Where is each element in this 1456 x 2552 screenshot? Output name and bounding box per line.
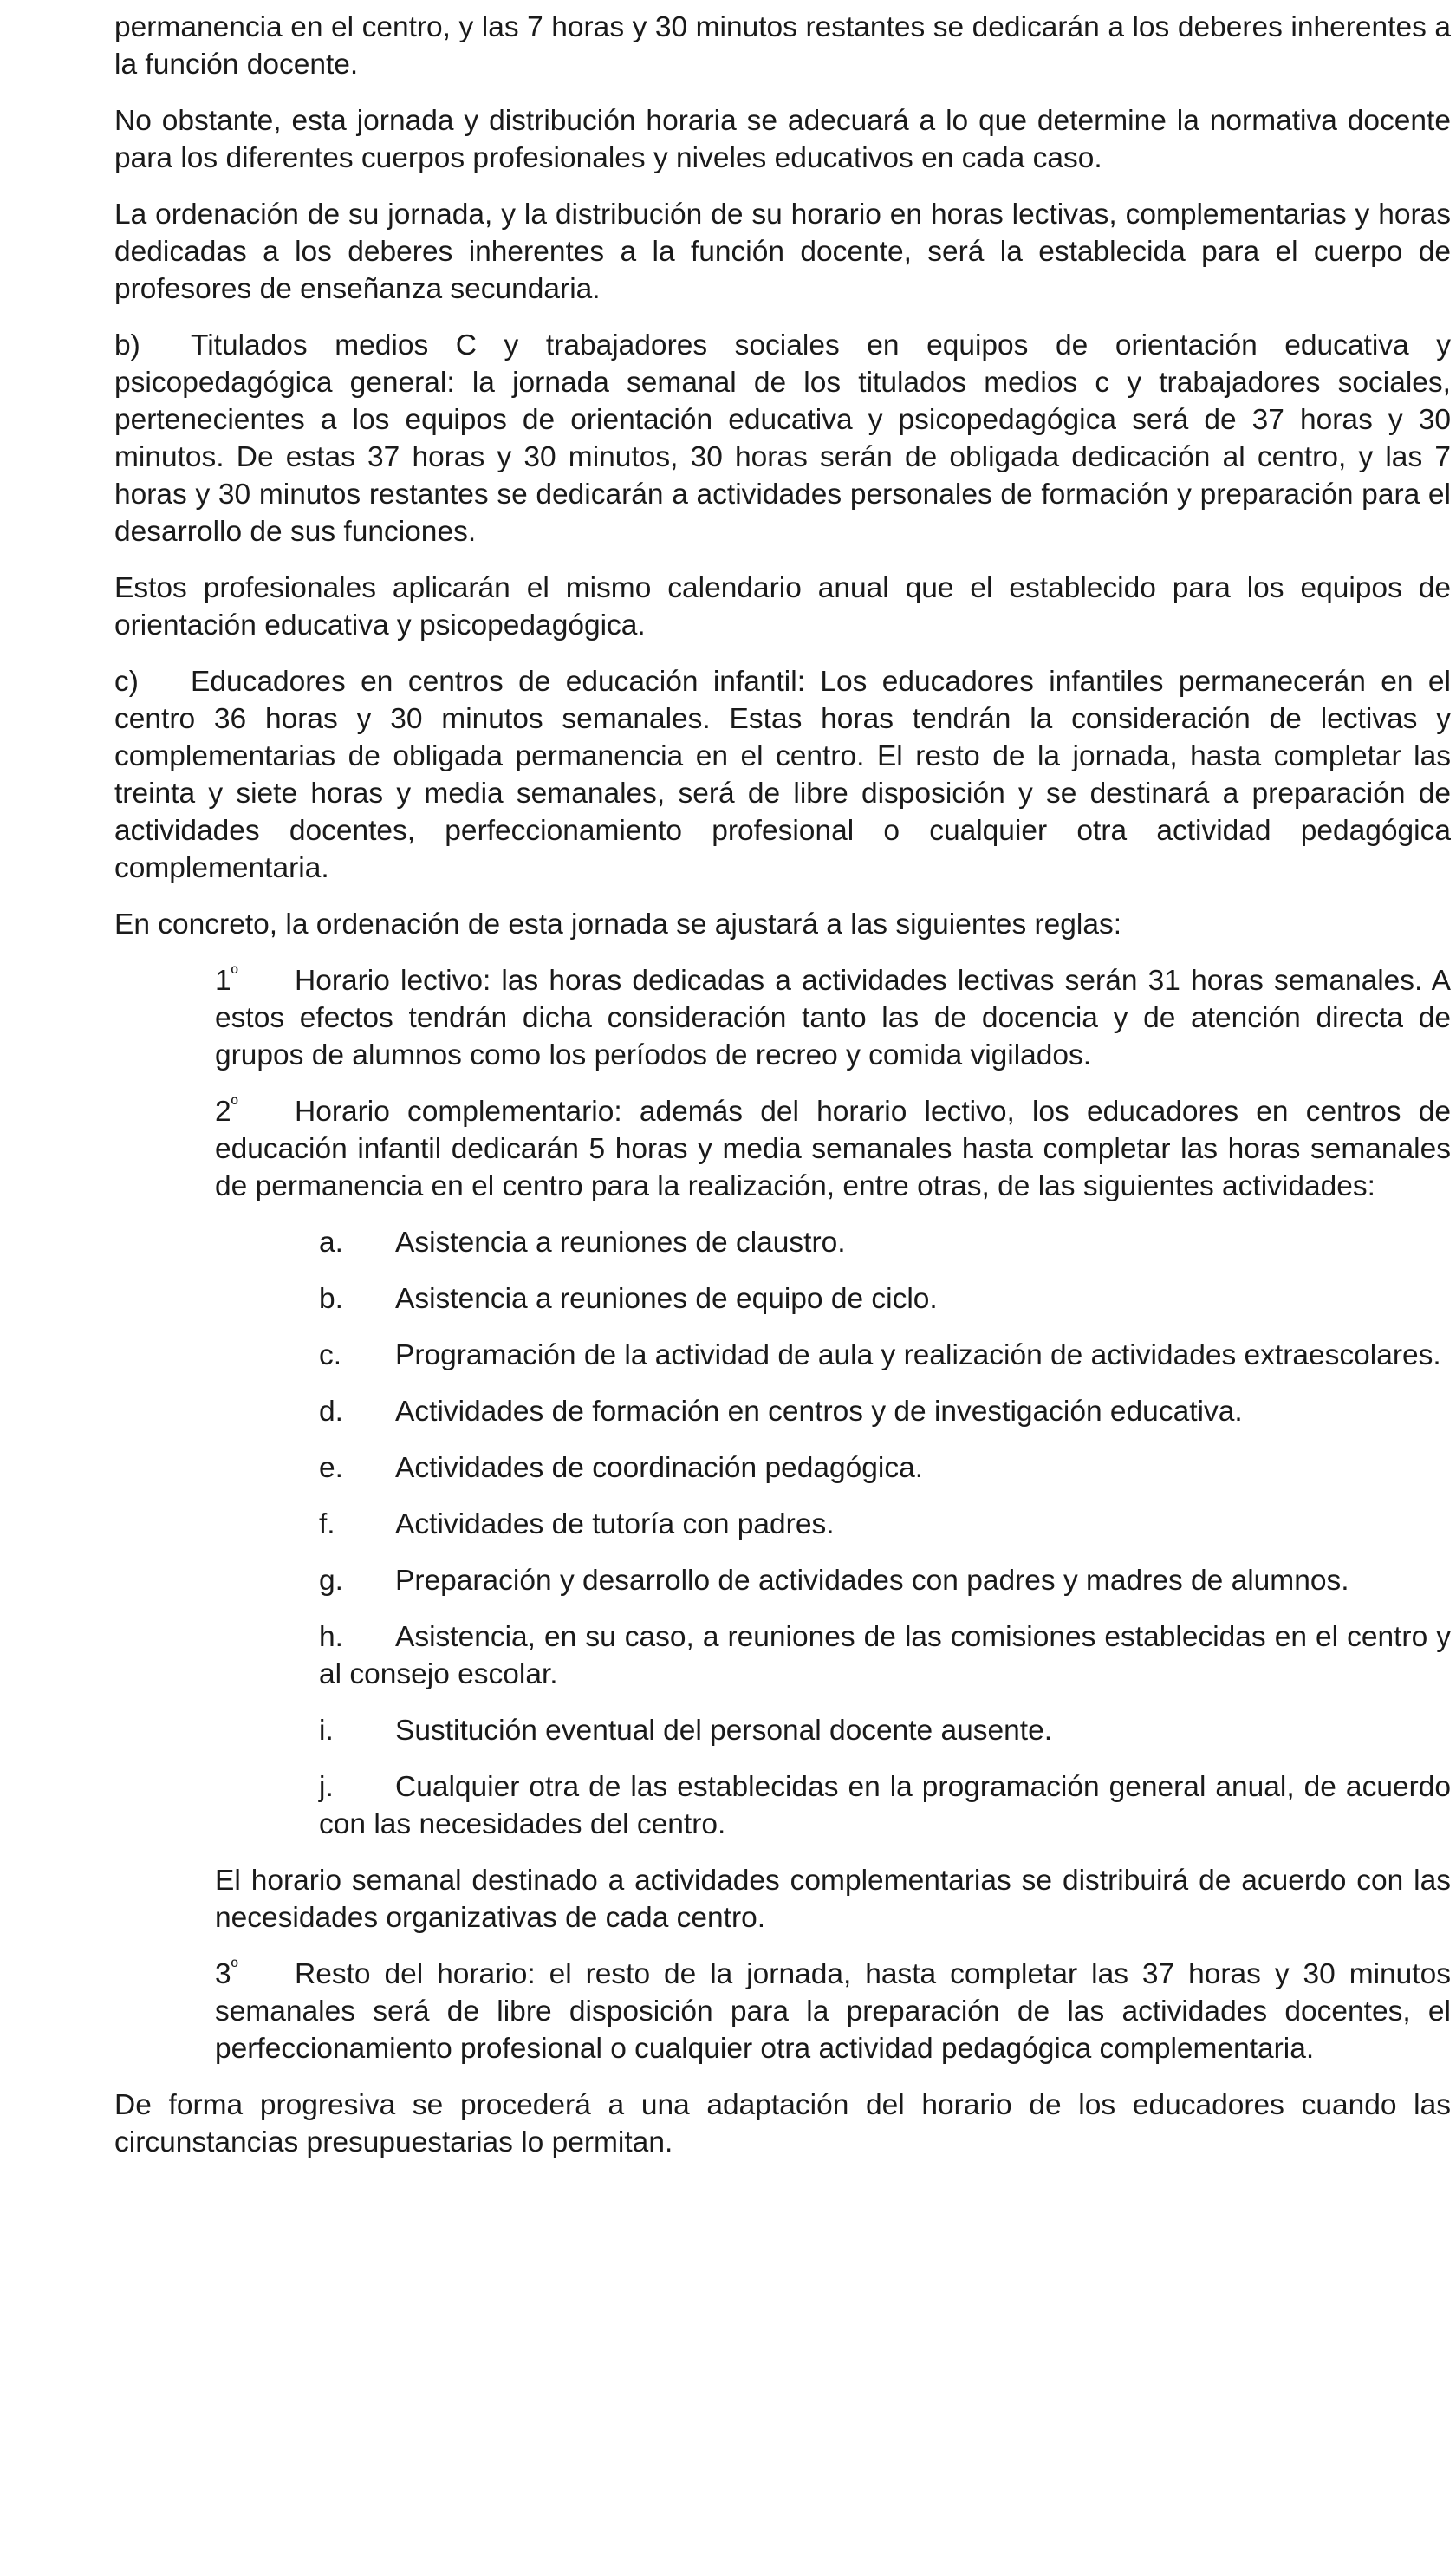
rule-3-resto-horario (215, 1956, 1451, 2067)
rule-text: Horario lectivo: las horas dedicadas a actividades lectivas serán 31 horas semanales. A estos efectos tendrán dicha consideración tanto las de docencia y de atención directa de grupos de alumnos como los períodos de recreo y comida vigilados. (215, 965, 1451, 1071)
paragraph-text: En concreto, la ordenación de esta jornada se ajustará a las siguientes reglas: (114, 908, 1122, 941)
closing-paragraph (114, 2087, 1451, 2161)
rule-number: $3^º$ (215, 1956, 238, 1990)
list-item-text: Asistencia a reuniones de claustro. (395, 1227, 846, 1259)
ordinal-mark: º (231, 962, 238, 984)
list-item (319, 1506, 1451, 1543)
paragraph-ordenacion (114, 196, 1451, 308)
paragraph-text: Titulados medios C y trabajadores sociales en equipos de orientación educativa y psicopedagógica general: la jornada semanal de los titulados medios c y trabajadores sociales, pertenecientes a los equipos de orientación educativa y psicopedagógica será de 37 horas y 30 minutos. De estas 37 horas y 30 minutos, 30 horas serán de obligada dedicación al centro, y las 7 horas y 30 minutos restantes se dedicarán a actividades personales de formación y preparación para el desarrollo de sus funciones. (114, 329, 1451, 548)
list-item-text: Asistencia a reuniones de equipo de ciclo. (395, 1283, 938, 1315)
list-item (319, 1224, 1451, 1261)
list-item-text: Actividades de formación en centros y de investigación educativa. (395, 1396, 1243, 1428)
paragraph-section-c (114, 663, 1451, 887)
paragraph-continuation (114, 9, 1451, 83)
paragraph-text: permanencia en el centro, y las 7 horas y 30 minutos restantes se dedicarán a los deberes inherentes a la función docente. (114, 11, 1451, 81)
activities-list (114, 1224, 1451, 1843)
list-item-letter: j. (319, 1771, 334, 1803)
list-item-text: Preparación y desarrollo de actividades con padres y madres de alumnos. (395, 1565, 1349, 1597)
list-item (319, 1712, 1451, 1749)
paragraph-text: El horario semanal destinado a actividades complementarias se distribuirá de acuerdo con las necesidades organizativas de cada centro. (215, 1865, 1451, 1934)
paragraph-text: Educadores en centros de educación infantil: Los educadores infantiles permanecerán en el centro 36 horas y 30 minutos semanales. Estas horas tendrán la consideración de lectivas y complementarias de obligada permanencia en el centro. El resto de la jornada, hasta completar las treinta y siete horas y media semanales, será de libre disposición y se destinará a preparación de actividades docentes, perfeccionamiento profesional o cualquier otra actividad pedagógica complementaria. (114, 666, 1451, 884)
paragraph-calendario (114, 570, 1451, 644)
list-item-letter: h. (319, 1621, 343, 1653)
list-item-letter: e. (319, 1452, 343, 1484)
rule-1-horario-lectivo (215, 962, 1451, 1074)
list-item-letter: f. (319, 1508, 335, 1540)
list-item-text: Programación de la actividad de aula y realización de actividades extraescolares. (395, 1339, 1441, 1371)
list-item (319, 1449, 1451, 1487)
list-item (319, 1393, 1451, 1430)
paragraph-text: De forma progresiva se procederá a una adaptación del horario de los educadores cuando las circunstancias presupuestarias lo permitan. (114, 2089, 1451, 2158)
list-item (319, 1562, 1451, 1599)
section-marker: c) (114, 666, 139, 698)
list-item (319, 1768, 1451, 1843)
list-item-text: Cualquier otra de las establecidas en la programación general anual, de acuerdo con las necesidades del centro. (319, 1771, 1451, 1840)
rule-text: Horario complementario: además del horario lectivo, los educadores en centros de educación infantil dedicarán 5 horas y media semanales hasta completar las horas semanales de permanencia en el centro para la realización, entre otras, de las siguientes actividades: (215, 1096, 1451, 1202)
ordinal-mark: º (231, 1956, 238, 1977)
ordinal-mark: º (231, 1093, 238, 1115)
rule-2-horario-complementario (215, 1093, 1451, 1205)
paragraph-text: No obstante, esta jornada y distribución horaria se adecuará a lo que determine la normativa docente para los diferentes cuerpos profesionales y niveles educativos en cada caso. (114, 105, 1451, 174)
list-item-text: Sustitución eventual del personal docente ausente. (395, 1715, 1053, 1747)
list-item-letter: c. (319, 1339, 342, 1371)
list-item-letter: i. (319, 1715, 334, 1747)
list-item (319, 1337, 1451, 1374)
paragraph-text: Estos profesionales aplicarán el mismo calendario anual que el establecido para los equipos de orientación educativa y psicopedagógica. (114, 572, 1451, 641)
paragraph-text: La ordenación de su jornada, y la distribución de su horario en horas lectivas, complementarias y horas dedicadas a los deberes inherentes a la función docente, será la establecida para el cuerpo de profesores de enseñanza secundaria. (114, 199, 1451, 305)
rule-text: Resto del horario: el resto de la jornada, hasta completar las 37 horas y 30 minutos semanales será de libre disposición para la preparación de las actividades docentes, el perfeccionamiento profesional o cualquier otra actividad pedagógica complementaria. (215, 1958, 1451, 2065)
paragraph-normativa (114, 102, 1451, 177)
list-item-text: Actividades de tutoría con padres. (395, 1508, 835, 1540)
list-item (319, 1280, 1451, 1318)
list-item-letter: b. (319, 1283, 343, 1315)
document-page (114, 9, 1451, 2180)
list-item-text: Asistencia, en su caso, a reuniones de las comisiones establecidas en el centro y al consejo escolar. (319, 1621, 1451, 1690)
rule-number: $2^º$ (215, 1093, 238, 1128)
paragraph-reglas-intro (114, 906, 1451, 943)
complementary-note (215, 1862, 1451, 1937)
list-item-text: Actividades de coordinación pedagógica. (395, 1452, 924, 1484)
list-item-letter: d. (319, 1396, 343, 1428)
section-marker: b) (114, 329, 140, 361)
list-item-letter: g. (319, 1565, 343, 1597)
rule-number: $1^º$ (215, 962, 238, 997)
paragraph-section-b (114, 327, 1451, 550)
list-item (319, 1618, 1451, 1693)
list-item-letter: a. (319, 1227, 343, 1259)
